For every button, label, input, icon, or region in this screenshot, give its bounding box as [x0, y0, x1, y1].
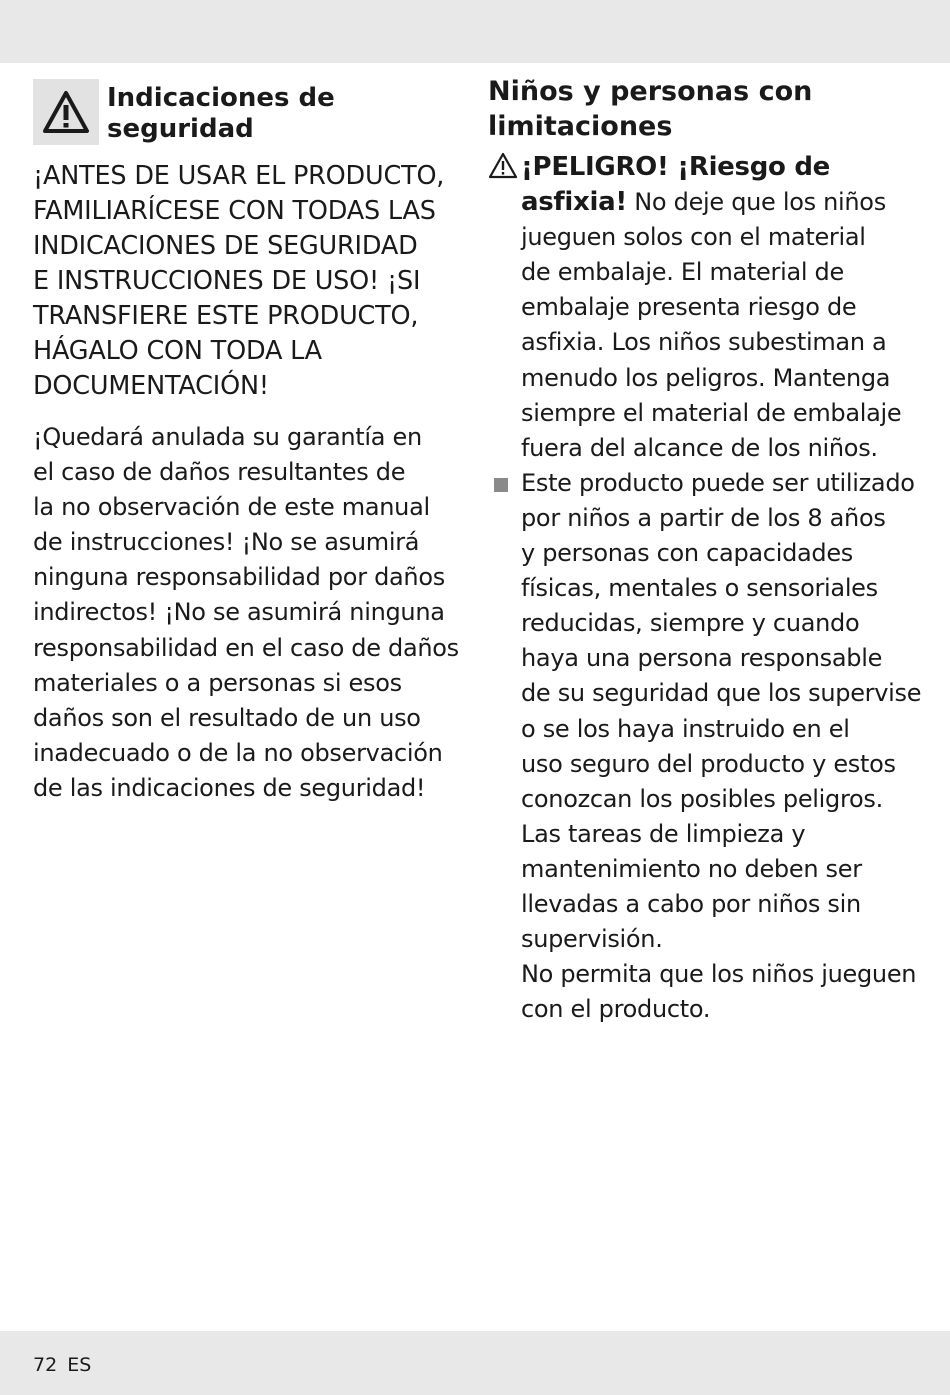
safety-instructions-column	[33, 79, 463, 806]
list-item: Este producto puede ser utilizado por niños a partir de los 8 años y personas con capacidades físicas, mentales o sensoriales reducidas, siempre y cuando haya una persona responsable de su seguridad que los supervise o se los haya instruido en el uso seguro del producto y estos conozcan los posibles peligros. Las tareas de limpieza y mantenimiento no deben ser llevadas a cabo por niños sin supervisión. No permita que los niños jueguen con el producto.	[488, 466, 928, 1028]
danger-label: ¡PELIGRO! ¡Riesgo de	[521, 152, 830, 182]
uppercase-warning-paragraph: ¡ANTES DE USAR EL PRODUCTO, FAMILIARÍCESE CON TODAS LAS INDICACIONES DE SEGURIDAD E INSTRUCCIONES DE USO! ¡SI TRANSFIERE ESTE PRODUCTO, HÁGALO CON TODA LA DOCUMENTACIÓN!	[33, 161, 445, 401]
page-footer	[33, 1354, 91, 1376]
language-code: ES	[67, 1354, 92, 1376]
section-title: Niños y personas con limitaciones	[488, 76, 813, 142]
square-bullet-icon	[494, 478, 508, 492]
warranty-paragraph: ¡Quedará anulada su garantía en el caso de daños resultantes de la no observación de este manual de instrucciones! ¡No se asumirá ninguna responsabilidad por daños indirectos! ¡No se asumirá ninguna responsabilidad en el caso de daños materiales o a personas si esos daños son el resultado de un uso inadecuado o de la no observación de las indicaciones de seguridad!	[33, 423, 459, 802]
warning-triangle-icon	[488, 152, 518, 189]
page-title: Indicaciones de seguridad	[107, 83, 335, 144]
danger-warning-item: ¡PELIGRO! ¡Riesgo de asfixia! No deje que los niños jueguen solos con el material de embalaje. El material de embalaje presenta riesgo de asfixia. Los niños subestiman a menudo los peligros. Mantenga siempre el material de embalaje fuera del alcance de los niños.	[488, 150, 928, 466]
page-number: 72	[33, 1354, 58, 1376]
warning-triangle-icon	[33, 79, 99, 145]
children-limitations-column	[488, 74, 928, 1027]
bottom-margin-band	[0, 1331, 950, 1395]
danger-text: No deje que los niños	[626, 188, 886, 217]
section-heading	[33, 79, 463, 145]
top-margin-band	[0, 0, 950, 63]
asphyxia-label: asfixia!	[521, 187, 627, 218]
